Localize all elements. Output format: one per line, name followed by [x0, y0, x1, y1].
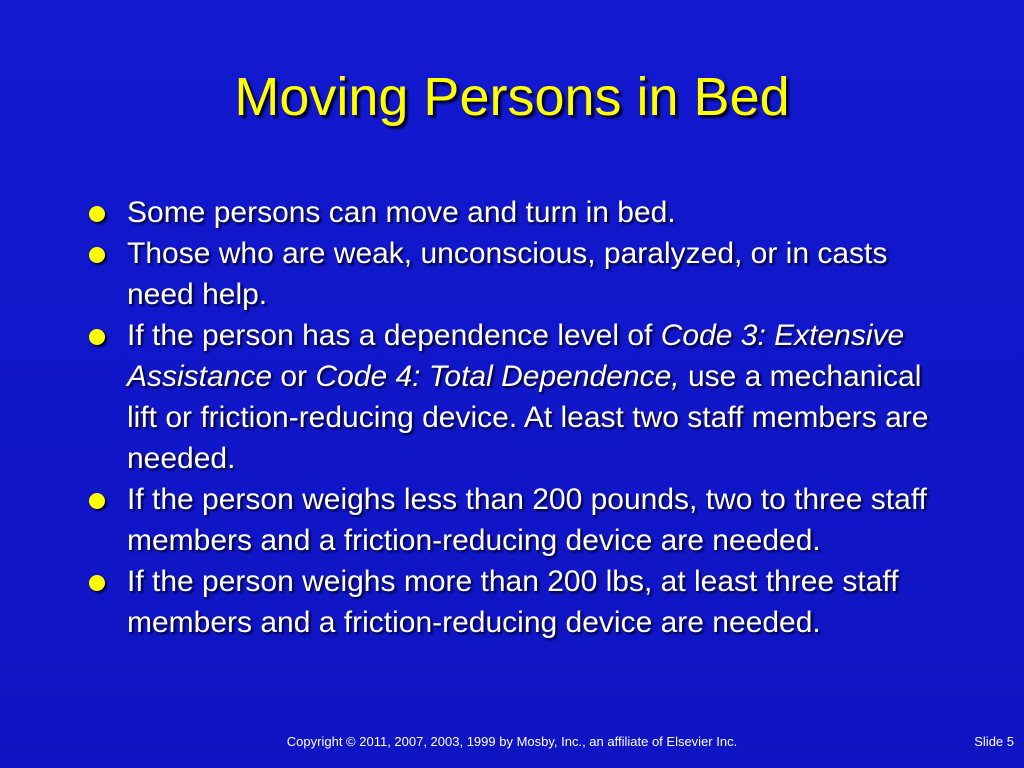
bullet-text: Those who are weak, unconscious, paralyzed, or in casts need help. [127, 237, 888, 311]
slide-title: Moving Persons in Bed [234, 67, 790, 127]
bullet-text-part: use a mechanical lift or friction-reducing device. At least two staff members are needed. [127, 360, 929, 475]
bullet-icon [89, 247, 105, 263]
list-item [83, 315, 953, 479]
list-item [83, 233, 953, 315]
bullet-text: If the person weighs less than 200 pounds, two to three staff members and a friction-reducing device are needed. [127, 483, 927, 557]
bullet-text-part: If the person has a dependence level of [127, 319, 661, 352]
bullet-text-italic: Code 4: Total Dependence, [315, 360, 680, 393]
bullet-list [83, 192, 953, 643]
bullet-text: Some persons can move and turn in bed. [127, 196, 676, 229]
list-item [83, 192, 953, 233]
bullet-text-part: or [272, 360, 316, 393]
list-item [83, 479, 953, 561]
list-item [83, 561, 953, 643]
bullet-icon [89, 329, 105, 345]
bullet-icon [89, 493, 105, 509]
bullet-icon [89, 206, 105, 222]
slide-number: Slide 5 [974, 734, 1014, 749]
bullet-icon [89, 575, 105, 591]
footer-copyright: Copyright © 2011, 2007, 2003, 1999 by Mosby, Inc., an affiliate of Elsevier Inc. [286, 734, 738, 749]
bullet-text: If the person weighs more than 200 lbs, at least three staff members and a friction-reducing device are needed. [127, 565, 899, 639]
bullet-text-italic: Code 3: Extensive Assistance [127, 319, 905, 393]
